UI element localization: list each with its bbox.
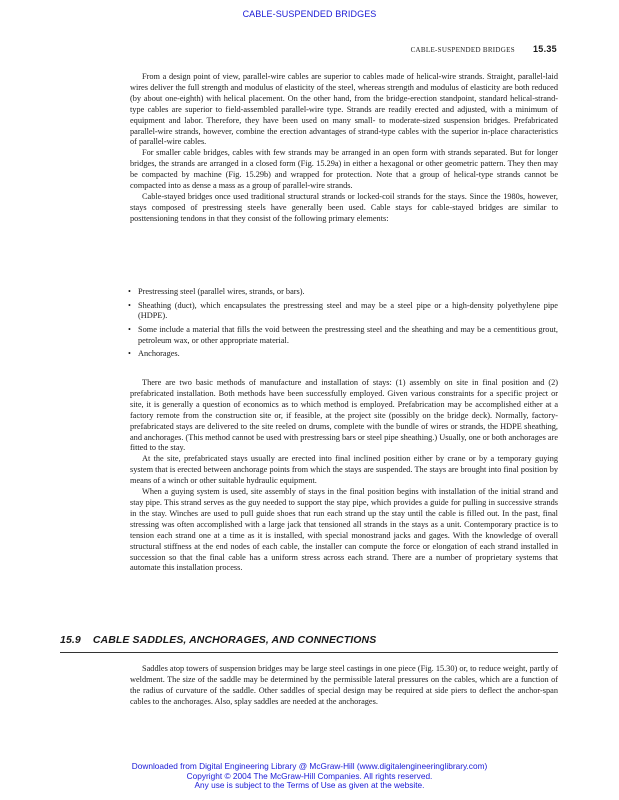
paragraph: There are two basic methods of manufacture and installation of stays: (1) assembly on site in final position and (2) prefabricated installation. Both methods have been successfully employed. Given various constraints for a specific project or site, it is generally a question of economics as to which method is employed. Prefabrication may be accomplished either at a factory remote from the construction site or, if feasible, at the project site (possibly on the bridge deck). Normally, factory-prefabricated stays are delivered to the site reeled on drums, complete with the bundle of wires or strands, the HDPE sheathing, and anchorages. (This method cannot be used with prestressing bars or steel pipe sheathing.) Usually, one or both anchorages are fitted to the stay. xyxy=(130,378,559,453)
paragraph: At the site, prefabricated stays usually are erected into final inclined position either by crane or by a temporary guying system that is erected between anchorage points from which the stays are suspended. The stays are brought into final position by means of a winch or other suitable hydraulic equipment. xyxy=(130,454,558,486)
paragraph: Cable-stayed bridges once used traditional structural strands or locked-coil strands for the stays. Since the 1980s, however, stays composed of prestressing steels have generally been used. Cable stays for cable-stayed bridges are similar to posttensioning tendons in that they consist of the following primary elements: xyxy=(130,191,558,223)
paragraph: When a guying system is used, site assembly of stays in the final position begins with installation of the initial strand and stay pipe. This strand serves as the guy needed to support the stay pipe, which provides a guide for pulling in successive strands in the stay. Winches are used to pull guide shoes that run each strand up the stay until the cable is filled out. In the past, final stressing was often accomplished with a large jack that tensioned all strands in the stays as a unit. Contemporary practice is to tension each strand one at a time as it is installed, with special monostrand jacks and gages. With the knowledge of overall structural stiffness at the end nodes of each cable, the installer can compute the force or elongation of each strand installed in succession so that the final cable has a uniform stress across each strand. There are a number of proprietary systems that automate this installation process. xyxy=(130,487,558,573)
paragraph: For smaller cable bridges, cables with few strands may be arranged in an open form with strands separated. But for longer bridges, the strands are arranged in a closed form (Fig. 15.29a) in either a hexagonal or other geometric pattern. They then may be compacted by machine (Fig. 15.29b) and wrapped for protection. Note that a group of helical-type strands cannot be compacted into as dense a mass as a group of parallel-wire strands. xyxy=(130,148,558,191)
running-head-chapter: CABLE-SUSPENDED BRIDGES xyxy=(410,46,515,54)
list-item: • Sheathing (duct), which encapsulates the prestressing steel and may be a steel pipe or a high-density polyethylene pipe (HDPE). xyxy=(128,301,558,323)
paragraph: From a design point of view, parallel-wire cables are superior to cables made of helical-wire strands. Straight, parallel-laid wires deliver the full strength and modulus of elasticity of the steel, whereas strength and modulus of elasticity are both reduced (by about one-eighth) with helical placement. On the other hand, from the bridge-erection standpoint, standard helical-strand-type cables are superior to field-assembled parallel-wire type. Strands are readily erected and adjusted, with a minimum of equipment and labor. Therefore, they have been used on many small- to moderate-sized suspension bridges. Prefabricated parallel-wire strands, however, combine the erection advantages of strand-type cables with the superior in-place characteristics of parallel-wire cables. xyxy=(130,72,558,147)
list-item: • Anchorages. xyxy=(128,349,558,360)
body-text-block-1 xyxy=(130,72,558,225)
section-number: 15.9 xyxy=(60,634,81,646)
page-banner-title: CABLE-SUSPENDED BRIDGES xyxy=(242,9,377,19)
list-item: • Prestressing steel (parallel wires, strands, or bars). xyxy=(128,287,558,298)
copyright-footer xyxy=(0,762,619,791)
page-number: 15.35 xyxy=(532,44,557,54)
copyright-line: Copyright © 2004 The McGraw-Hill Companies. All rights reserved. xyxy=(186,770,433,781)
download-link[interactable]: Downloaded from Digital Engineering Library @ McGraw-Hill (www.digitalengineeringlibrary.com) xyxy=(131,761,488,771)
terms-of-use-line: Any use is subject to the Terms of Use as given at the website. xyxy=(194,780,425,791)
list-item: • Some include a material that fills the void between the prestressing steel and the sheathing and may be a cementitious grout, petroleum wax, or other appropriate material. xyxy=(128,325,558,347)
running-head xyxy=(411,44,557,54)
section-divider xyxy=(60,652,558,653)
body-text-block-2 xyxy=(130,378,558,574)
section-heading xyxy=(60,634,560,646)
body-text-block-3 xyxy=(130,664,558,708)
paragraph: Saddles atop towers of suspension bridges may be large steel castings in one piece (Fig. 15.30) or, to reduce weight, partly of weldment. The size of the saddle may be determined by the permissible lateral pressures on the cables, which are a function of the radius of curvature of the saddle. Other saddles of special design may be required at side piers to deflect the anchor-span cables to the anchorages. Also, splay saddles are needed at the anchorages. xyxy=(130,664,558,706)
section-title: CABLE SADDLES, ANCHORAGES, AND CONNECTIONS xyxy=(92,634,377,646)
stay-elements-list xyxy=(128,287,558,363)
